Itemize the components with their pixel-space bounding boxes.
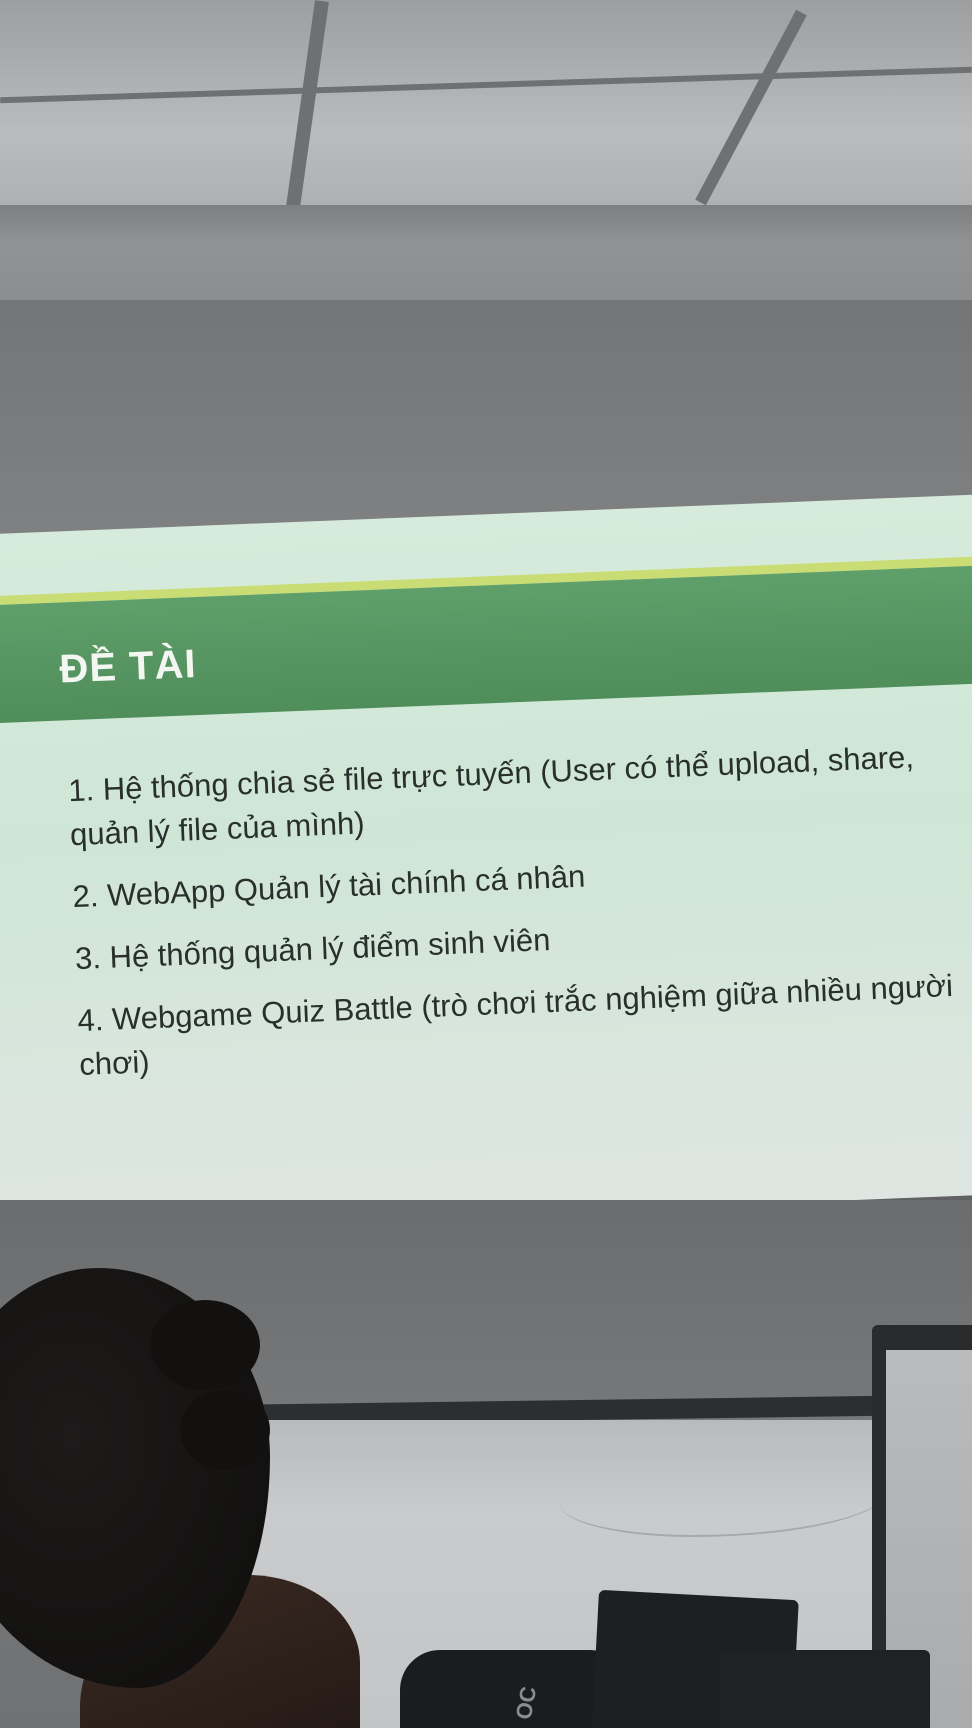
slide-title-banner	[0, 564, 972, 724]
projected-slide	[0, 493, 972, 1234]
slide-title: ĐỀ TÀI	[58, 642, 198, 692]
ceiling-fascia	[0, 205, 972, 315]
hair-tuft	[180, 1390, 270, 1470]
topic-item-4: 4. Webgame Quiz Battle (trò chơi trắc nghiệm giữa nhiều người chơi)	[76, 967, 954, 1083]
ceiling	[0, 0, 972, 240]
topic-item-3: 3. Hệ thống quản lý điểm sinh viên	[74, 922, 552, 977]
hair-tuft	[150, 1300, 260, 1390]
topic-item-1: 1. Hệ thống chia sẻ file trực tuyến (User có thể upload, share, quản lý file của mình)	[67, 739, 915, 853]
backpack-logo: OC	[510, 1684, 542, 1722]
topic-list	[67, 733, 972, 1105]
laptop-second	[720, 1650, 930, 1728]
topic-item-2: 2. WebApp Quản lý tài chính cá nhân	[71, 858, 586, 915]
